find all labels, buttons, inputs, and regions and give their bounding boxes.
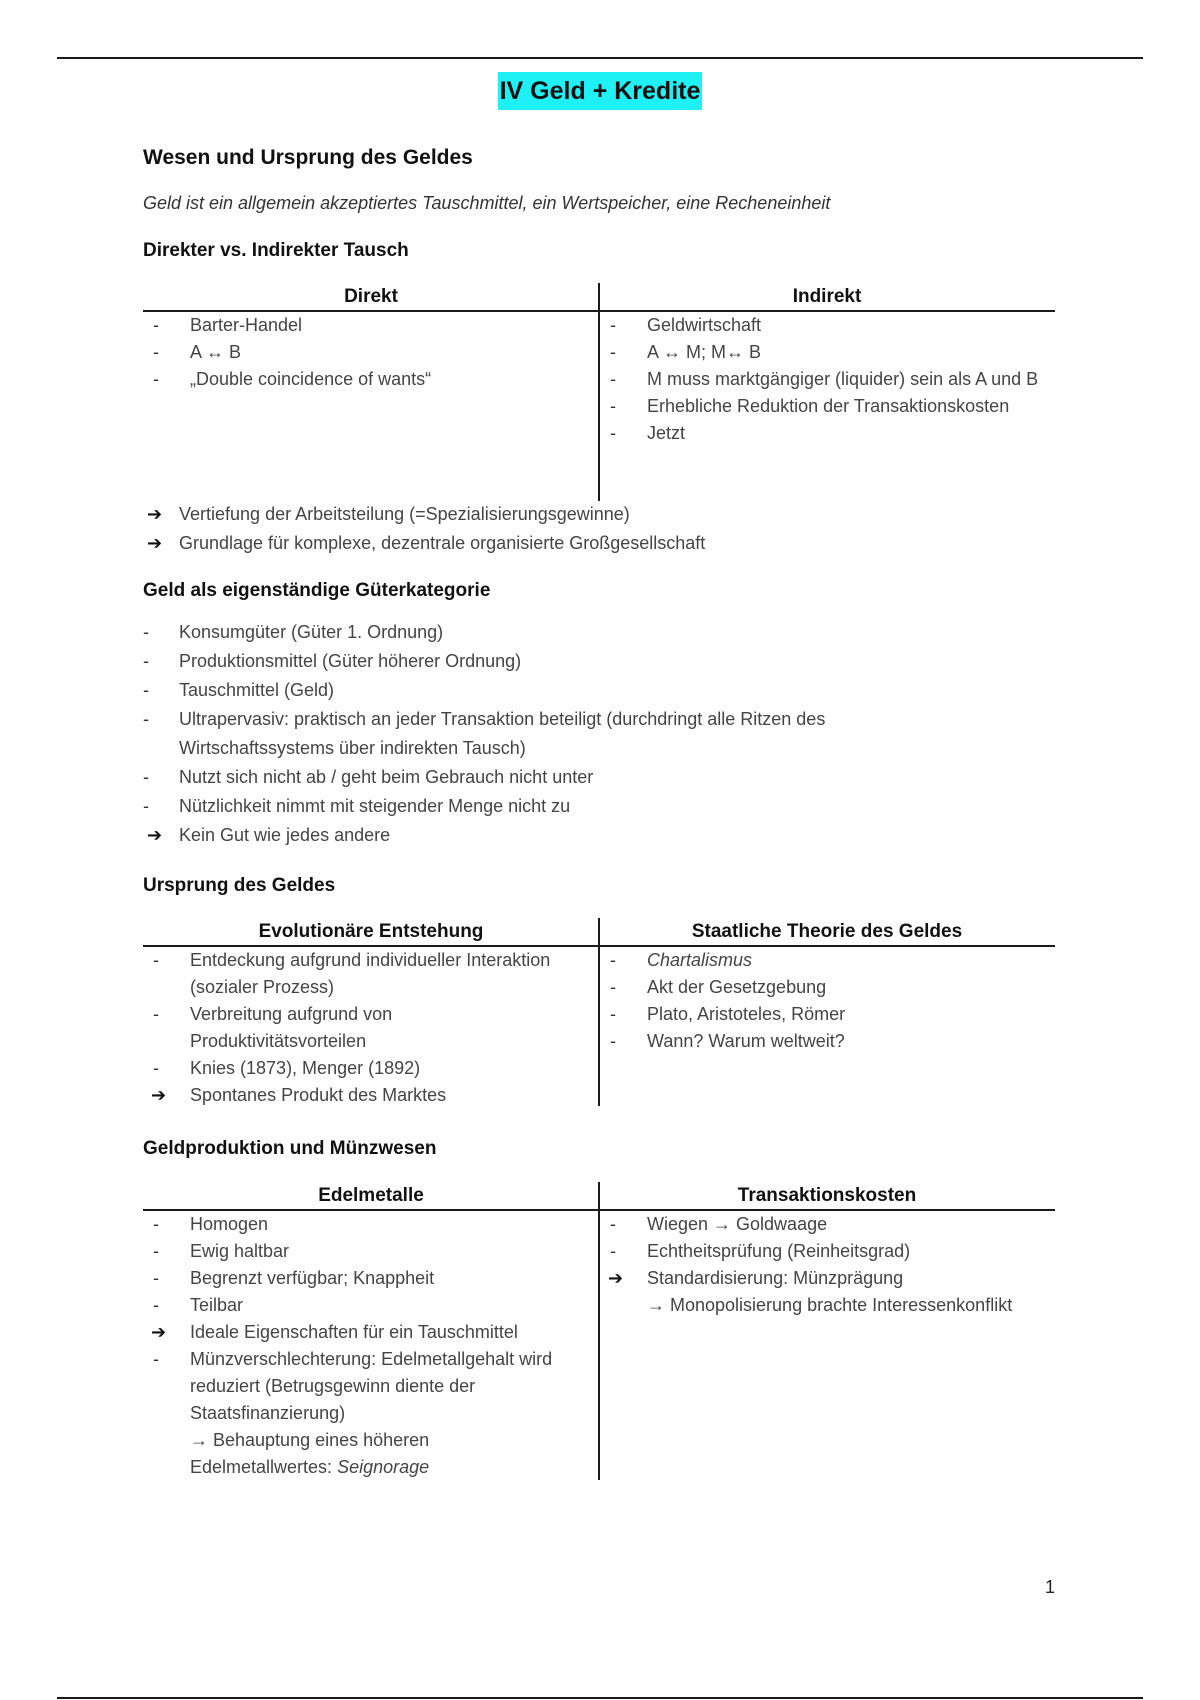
conclusion-item: ➔ Grundlage für komplexe, dezentrale organisierte Großgesellschaft bbox=[133, 529, 1033, 558]
list-item: - Nützlichkeit nimmt mit steigender Menge nicht zu bbox=[143, 796, 571, 816]
arrow-right-icon: ➔ bbox=[147, 504, 163, 524]
list-item: - „Double coincidence of wants“ bbox=[153, 369, 432, 389]
arrow-right-icon: ➔ bbox=[147, 533, 163, 553]
list-item: - Geldwirtschaft bbox=[610, 315, 762, 335]
page-title: IV Geld + Kredite bbox=[0, 72, 1200, 110]
list-item: - Echtheitsprüfung (Reinheitsgrad) bbox=[610, 1241, 911, 1261]
list-item: - Münzverschlechterung: Edelmetallgehalt wird reduziert (Betrugsgewinn diente der Staatsfinanzierung) bbox=[153, 1349, 553, 1423]
top-rule bbox=[57, 57, 1143, 59]
conclusion-item: ➔ Ideale Eigenschaften für ein Tauschmittel bbox=[143, 1319, 563, 1346]
conclusion-list bbox=[133, 500, 1033, 558]
table-geldproduktion bbox=[143, 1182, 1055, 1482]
list-item: - Verbreitung aufgrund von Produktivitätsvorteilen bbox=[153, 1004, 393, 1051]
list-item: - Wann? Warum weltweit? bbox=[610, 1031, 845, 1051]
section-heading-geldproduktion: Geldproduktion und Münzwesen bbox=[143, 1138, 437, 1159]
arrow-right-icon: ➔ bbox=[147, 825, 163, 845]
list-item: - Produktionsmittel (Güter höherer Ordnung) bbox=[143, 651, 522, 671]
header-edelmetalle: Edelmetalle bbox=[318, 1185, 424, 1206]
conclusion-item: ➔ Kein Gut wie jedes andere bbox=[133, 821, 1033, 850]
list-item: - Knies (1873), Menger (1892) bbox=[153, 1058, 421, 1078]
list-item: - Plato, Aristoteles, Römer bbox=[610, 1004, 846, 1024]
list-item: - Barter-Handel bbox=[153, 315, 303, 335]
list-item: - Akt der Gesetzgebung bbox=[610, 977, 827, 997]
list-item: - A ↔ B bbox=[153, 342, 242, 362]
header-transaktionskosten: Transaktionskosten bbox=[737, 1185, 917, 1206]
sub-item: → Behauptung eines höheren Edelmetallwertes: Seignorage bbox=[190, 1430, 430, 1477]
conclusion-item: ➔ Vertiefung der Arbeitsteilung (=Spezialisierungsgewinne) bbox=[133, 500, 1033, 529]
bottom-rule bbox=[57, 1697, 1143, 1699]
arrow-right-icon: ➔ bbox=[151, 1322, 167, 1342]
header-staatlich: Staatliche Theorie des Geldes bbox=[691, 921, 963, 942]
list-item: - Tauschmittel (Geld) bbox=[143, 680, 335, 700]
arrow-right-icon: ➔ bbox=[608, 1268, 624, 1288]
list-item: - Jetzt bbox=[610, 423, 686, 443]
list-item: - M muss marktgängiger (liquider) sein als A und B bbox=[610, 369, 1039, 389]
list-item: - Ewig haltbar bbox=[153, 1241, 290, 1261]
conclusion-item: ➔ Standardisierung: Münzprägung bbox=[600, 1265, 1040, 1292]
list-item: - Homogen bbox=[153, 1214, 269, 1234]
table-ursprung bbox=[143, 918, 1055, 1108]
section-heading-gueterkategorie: Geld als eigenständige Güterkategorie bbox=[143, 580, 491, 601]
list-item: - A ↔ M; M↔ B bbox=[610, 342, 762, 362]
conclusion-item: ➔ Spontanes Produkt des Marktes bbox=[143, 1082, 563, 1109]
list-item: - Erhebliche Reduktion der Transaktionskosten bbox=[610, 396, 1010, 416]
sub-item: → Monopolisierung brachte Interessenkonflikt bbox=[647, 1295, 1013, 1315]
gueter-list bbox=[133, 618, 1033, 850]
header-evolutionaer: Evolutionäre Entstehung bbox=[258, 921, 484, 942]
page-number: 1 bbox=[1045, 1577, 1056, 1597]
arrow-right-icon: ➔ bbox=[151, 1085, 167, 1105]
list-item: - Chartalismus bbox=[610, 950, 753, 970]
seignorage-term: Seignorage bbox=[337, 1457, 430, 1477]
list-item: - Begrenzt verfügbar; Knappheit bbox=[153, 1268, 435, 1288]
subheading-tausch: Direkter vs. Indirekter Tausch bbox=[143, 240, 409, 261]
table-direkt-indirekt bbox=[143, 283, 1055, 503]
section-heading-ursprung: Ursprung des Geldes bbox=[143, 875, 336, 896]
list-item: - Ultrapervasiv: praktisch an jeder Transaktion beteiligt (durchdringt alle Ritzen des Wirtschaftssystems über indirekten Tausch) bbox=[143, 709, 826, 758]
header-direkt: Direkt bbox=[344, 286, 398, 307]
list-item: - Teilbar bbox=[153, 1295, 244, 1315]
section-heading-wesen: Wesen und Ursprung des Geldes bbox=[143, 146, 473, 169]
list-item: - Konsumgüter (Güter 1. Ordnung) bbox=[143, 622, 444, 642]
header-indirekt: Indirekt bbox=[792, 286, 862, 307]
list-item: - Nutzt sich nicht ab / geht beim Gebrauch nicht unter bbox=[143, 767, 594, 787]
list-item: - Wiegen → Goldwaage bbox=[610, 1214, 828, 1234]
list-item: - Entdeckung aufgrund individueller Interaktion (sozialer Prozess) bbox=[153, 950, 551, 997]
money-definition: Geld ist ein allgemein akzeptiertes Tauschmittel, ein Wertspeicher, eine Recheneinheit bbox=[143, 193, 831, 213]
